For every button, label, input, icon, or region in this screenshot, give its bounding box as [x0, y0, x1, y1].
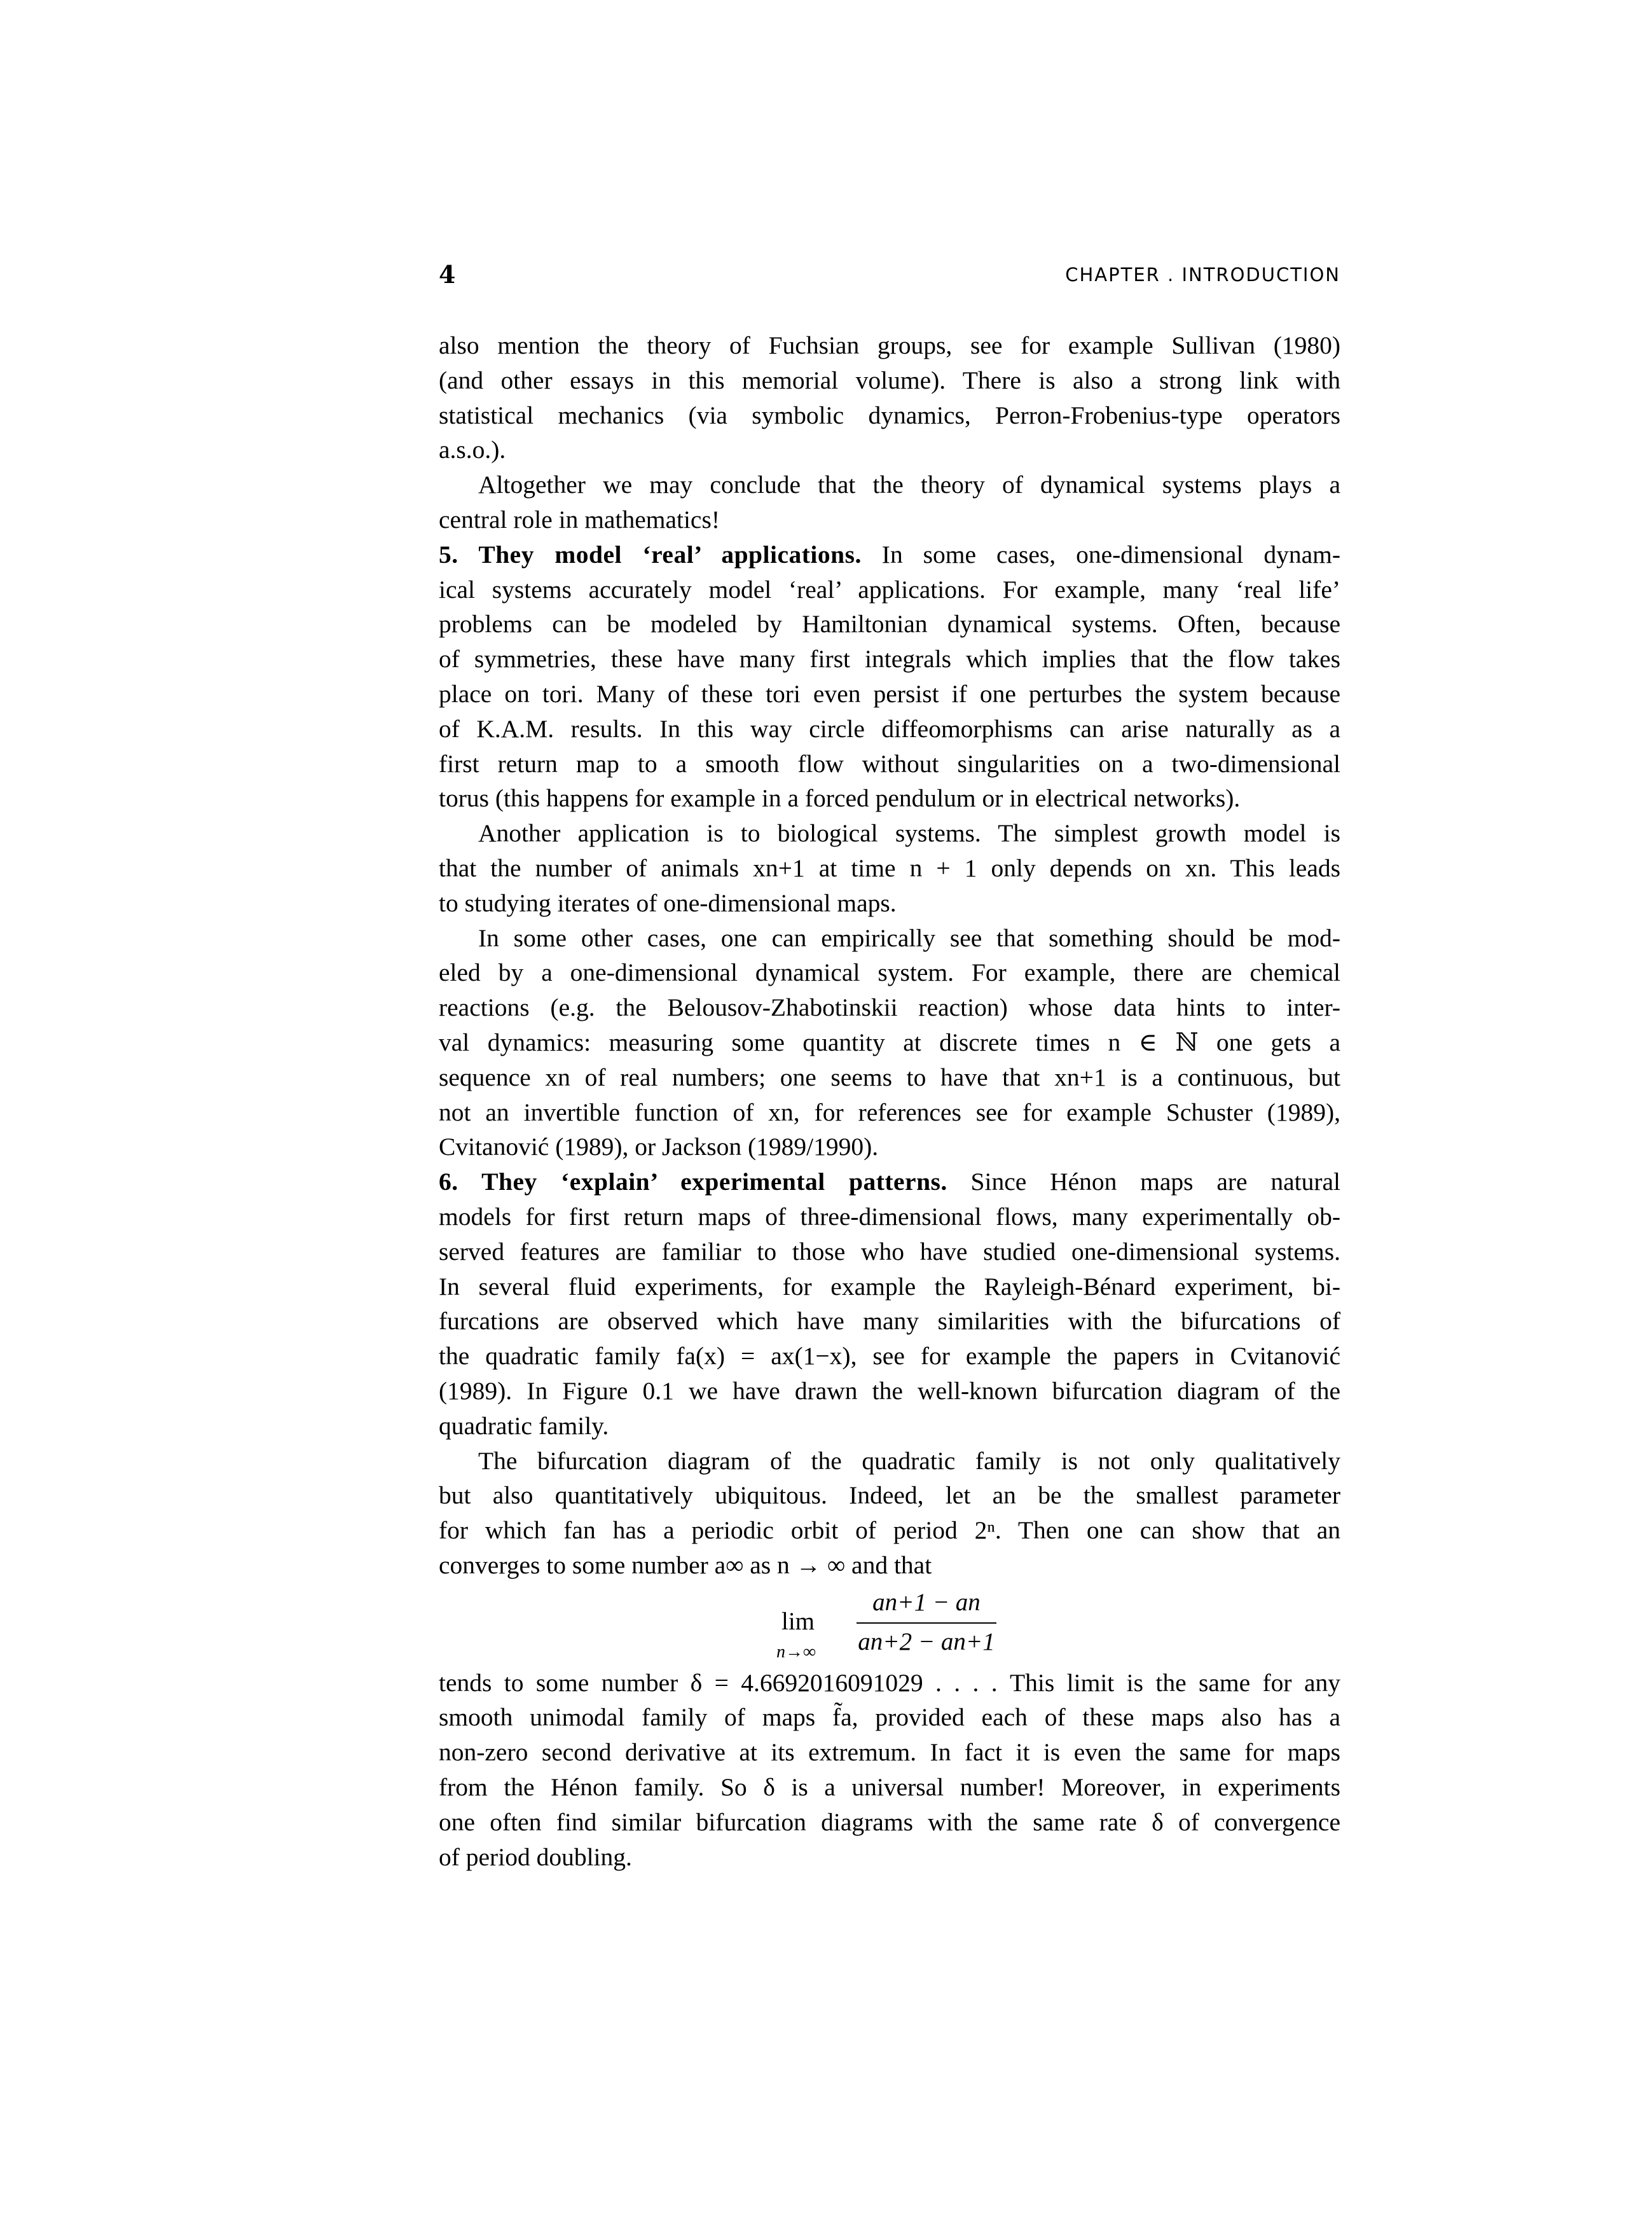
text-line: Another application is to biological systems. The simplest growth model is	[478, 819, 1340, 848]
text-line: that the number of animals xn+1 at time n + 1 only depends on xn. This leads	[439, 853, 1340, 882]
main-text	[439, 328, 1340, 1874]
running-head: CHAPTER . INTRODUCTION	[1065, 264, 1340, 286]
text-line: from the Hénon family. So δ is a universal number! Moreover, in experiments	[439, 1773, 1340, 1802]
fraction-denominator: an+2 − an+1	[858, 1627, 995, 1655]
text-line: for which fan has a periodic orbit of period 2ⁿ. Then one can show that an	[439, 1516, 1340, 1545]
text-line: Altogether we may conclude that the theory of dynamical systems plays a	[478, 471, 1340, 499]
paragraph	[439, 1444, 1340, 1583]
text-line: In several fluid experiments, for example the Rayleigh-Bénard experiment, bi-	[439, 1272, 1340, 1301]
section-heading: 5. They model ‘real’ applications.	[439, 540, 862, 569]
text-fragment: In some cases, one-dimensional dynam-	[861, 540, 1340, 569]
text-line: (1989). In Figure 0.1 we have drawn the well-known bifurcation diagram of the	[439, 1376, 1340, 1405]
text-line: furcations are observed which have many similarities with the bifurcations of	[439, 1307, 1340, 1336]
lim-operator: lim	[781, 1607, 815, 1635]
text-line: models for first return maps of three-dimensional flows, many experimentally ob-	[439, 1202, 1340, 1231]
lim-subscript: n→∞	[776, 1641, 816, 1662]
paragraph	[439, 921, 1340, 1165]
text-line: of K.A.M. results. In this way circle diffeomorphisms can arise naturally as a	[439, 714, 1340, 743]
paragraph	[439, 816, 1340, 920]
section-heading: 6. They ‘explain’ experimental patterns.	[439, 1168, 947, 1196]
page-number: 4	[439, 260, 456, 289]
text-line: not an invertible function of xn, for references see for example Schuster (1989),	[439, 1098, 1340, 1126]
text-line: converges to some number a∞ as n → ∞ and that	[439, 1551, 932, 1579]
display-equation	[439, 1583, 1340, 1666]
text-line: eled by a one-dimensional dynamical system. For example, there are chemical	[439, 958, 1340, 987]
text-line: place on tori. Many of these tori even persist if one perturbes the system because	[439, 679, 1340, 708]
text-line: the quadratic family fa(x) = ax(1−x), see for example the papers in Cvitanović	[439, 1342, 1340, 1371]
section-5	[439, 537, 1340, 816]
text-line: val dynamics: measuring some quantity at discrete times n ∈ ℕ one gets a	[439, 1028, 1340, 1056]
text-line: (and other essays in this memorial volume). There is also a strong link with	[439, 366, 1340, 394]
text-line: reactions (e.g. the Belousov-Zhabotinskii reaction) whose data hints to inter-	[439, 993, 1340, 1022]
text-line: In some other cases, one can empirically see that something should be mod-	[478, 923, 1340, 952]
page-header	[439, 256, 1340, 294]
text-line: sequence xn of real numbers; one seems to have that xn+1 is a continuous, but	[439, 1063, 1340, 1091]
text-line: also mention the theory of Fuchsian groups, see for example Sullivan (1980)	[439, 331, 1340, 359]
text-line	[439, 537, 1340, 572]
text-line: quadratic family.	[439, 1411, 609, 1440]
text-line: Cvitanović (1989), or Jackson (1989/1990).	[439, 1133, 879, 1161]
paragraph	[439, 328, 1340, 467]
text-line: to studying iterates of one-dimensional maps.	[439, 888, 897, 917]
text-line: first return map to a smooth flow without singularities on a two-dimensional	[439, 749, 1340, 778]
text-line: of period doubling.	[439, 1842, 632, 1871]
text-line: tends to some number δ = 4.6692016091029 . . . . This limit is the same for any	[439, 1668, 1340, 1697]
text-line: problems can be modeled by Hamiltonian dynamical systems. Often, because	[439, 610, 1340, 639]
text-line: of symmetries, these have many first integrals which implies that the flow takes	[439, 645, 1340, 673]
text-line: one often find similar bifurcation diagrams with the same rate δ of convergence	[439, 1807, 1340, 1836]
text-line: served features are familiar to those who have studied one-dimensional systems.	[439, 1237, 1340, 1266]
section-6	[439, 1164, 1340, 1443]
text-line: non-zero second derivative at its extremum. In fact it is even the same for maps	[439, 1738, 1340, 1767]
limit-expression	[776, 1583, 998, 1666]
text-line: a.s.o.).	[439, 436, 506, 464]
text-line: but also quantitatively ubiquitous. Indeed, let an be the smallest parameter	[439, 1481, 1340, 1510]
text-line: torus (this happens for example in a forced pendulum or in electrical networks).	[439, 784, 1241, 813]
text-line: ical systems accurately model ‘real’ applications. For example, many ‘real life’	[439, 575, 1340, 604]
paragraph	[439, 467, 1340, 537]
text-line: The bifurcation diagram of the quadratic family is not only qualitatively	[478, 1446, 1340, 1475]
fraction-numerator: an+1 − an	[872, 1588, 981, 1616]
paragraph	[439, 1666, 1340, 1875]
text-line: central role in mathematics!	[439, 505, 720, 534]
fraction-bar	[857, 1622, 996, 1624]
text-fragment: Since Hénon maps are natural	[947, 1168, 1340, 1196]
text-line	[439, 1164, 1340, 1199]
text-line: statistical mechanics (via symbolic dynamics, Perron-Frobenius-type operators	[439, 401, 1340, 429]
text-line: smooth unimodal family of maps f̃a, provided each of these maps also has a	[439, 1703, 1340, 1732]
